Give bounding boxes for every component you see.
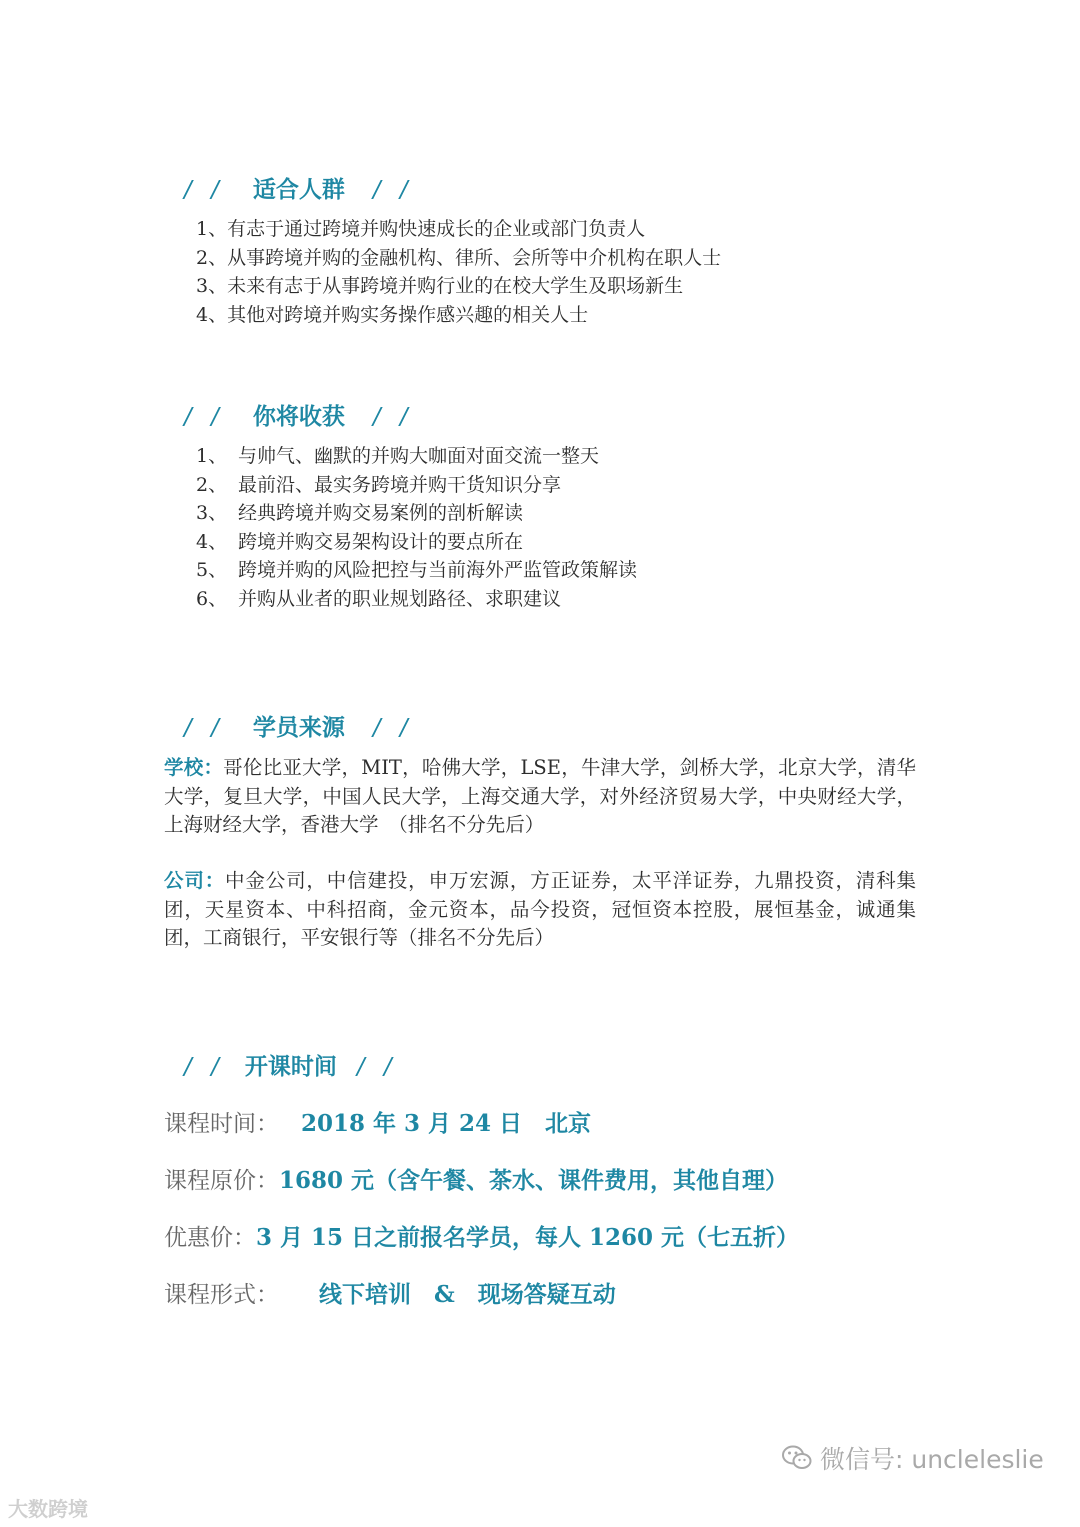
- item-number: 3、: [196, 502, 228, 524]
- section-title: 适合人群: [252, 177, 345, 203]
- section-heading-gains: [168, 372, 414, 431]
- watermark-right-text: 微信号: uncleleslie: [820, 1445, 1044, 1474]
- course-format-row: [164, 1276, 616, 1309]
- item-number: 6、: [196, 587, 228, 610]
- item-number: 5、: [196, 559, 228, 581]
- list-item: [196, 499, 637, 528]
- section-heading-schedule: [168, 1022, 398, 1081]
- section-heading-audience: [168, 145, 414, 204]
- heading-slashes-left: / /: [184, 177, 225, 203]
- info-value: 3 月 15 日之前报名学员，每人 1260 元（七五折）: [256, 1224, 800, 1251]
- list-item: [196, 528, 637, 557]
- item-text: 经典跨境并购交易案例的剖析解读: [238, 502, 524, 524]
- list-item: [196, 585, 637, 614]
- companies-text: 中金公司，中信建投，申万宏源，方正证券，太平洋证券，九鼎投资，清科集团，天星资本、中科招商，金元资本，品今投资，冠恒资本控股，展恒基金，诚通集团，工商银行，平安银行等（排名不分先后）: [164, 869, 916, 949]
- item-text: 跨境并购交易架构设计的要点所在: [238, 530, 524, 553]
- info-value: 线下培训 & 现场答疑互动: [319, 1281, 616, 1308]
- course-price-row: [164, 1162, 788, 1195]
- course-time-row: [164, 1105, 591, 1138]
- info-key: 课程时间：: [164, 1111, 279, 1137]
- heading-slashes-right: / /: [372, 177, 414, 203]
- heading-slashes-right: / /: [356, 1054, 398, 1080]
- section-title: 开课时间: [244, 1054, 337, 1080]
- schools-text: 哥伦比亚大学，MIT，哈佛大学，LSE，牛津大学，剑桥大学，北京大学，清华大学，复旦大学，中国人民大学，上海交通大学，对外经济贸易大学，中央财经大学，上海财经大学，香港大学 （排名不分先后）: [164, 756, 916, 836]
- list-item: [196, 471, 637, 500]
- section-title: 学员来源: [252, 715, 345, 741]
- watermark-right: [782, 1440, 1044, 1476]
- item-text: 并购从业者的职业规划路径、求职建议: [238, 587, 562, 610]
- item-number: 1、: [196, 445, 228, 467]
- wechat-icon: [782, 1445, 812, 1471]
- audience-list: [196, 215, 721, 329]
- info-value: 2018 年 3 月 24 日 北京: [301, 1110, 592, 1137]
- info-key: 课程原价：: [164, 1168, 279, 1194]
- item-text: 最前沿、最实务跨境并购干货知识分享: [238, 473, 562, 496]
- list-item: [196, 442, 637, 471]
- heading-slashes-left: / /: [184, 715, 225, 741]
- section-heading-students: [168, 683, 414, 742]
- list-item: 1、有志于通过跨境并购快速成长的企业或部门负责人: [196, 218, 646, 240]
- gains-list: [196, 442, 637, 613]
- item-number: 4、: [196, 530, 228, 553]
- heading-slashes-left: / /: [184, 404, 225, 430]
- list-item: 4、其他对跨境并购实务操作感兴趣的相关人士: [196, 303, 589, 326]
- list-item: [196, 556, 637, 585]
- heading-slashes-right: / /: [372, 715, 414, 741]
- companies-paragraph: [164, 867, 916, 953]
- heading-slashes-right: / /: [372, 404, 414, 430]
- watermark-left: [8, 1493, 88, 1522]
- item-text: 跨境并购的风险把控与当前海外严监管政策解读: [238, 559, 638, 581]
- item-text: 与帅气、幽默的并购大咖面对面交流一整天: [238, 445, 600, 467]
- section-title: 你将收获: [252, 404, 345, 430]
- discount-price-row: [164, 1219, 799, 1252]
- watermark-left-text: 大数跨境: [8, 1497, 88, 1521]
- companies-label: 公司：: [164, 869, 226, 892]
- info-key: 优惠价：: [164, 1225, 256, 1251]
- list-item: 2、从事跨境并购的金融机构、律所、会所等中介机构在职人士: [196, 246, 722, 269]
- heading-slashes-left: / /: [184, 1054, 225, 1080]
- info-key: 课程形式：: [164, 1282, 279, 1308]
- item-number: 2、: [196, 473, 228, 496]
- schools-paragraph: [164, 754, 916, 840]
- info-value: 1680 元（含午餐、茶水、课件费用，其他自理）: [279, 1167, 789, 1194]
- schools-label: 学校：: [164, 756, 224, 779]
- list-item: 3、未来有志于从事跨境并购行业的在校大学生及职场新生: [196, 275, 684, 297]
